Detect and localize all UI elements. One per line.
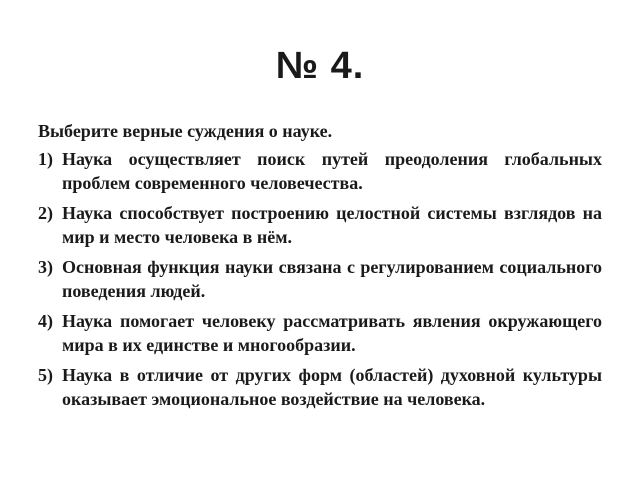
option-item-5	[38, 363, 602, 411]
option-text: Наука способствует построению целостной системы взглядов на мир и место человека в нём.	[62, 203, 602, 247]
option-item-4	[38, 309, 602, 357]
question-text: Выберите верные суждения о науке.	[38, 121, 333, 141]
option-number: 4)	[38, 311, 53, 331]
option-text: Наука помогает человеку рассматривать явления окружающего мира в их единстве и многообразии.	[62, 311, 602, 355]
option-item-1	[38, 147, 602, 195]
option-number: 3)	[38, 257, 53, 277]
slide-title: № 4.	[275, 45, 365, 87]
option-number: 5)	[38, 365, 53, 385]
option-text: Наука в отличие от других форм (областей) духовной культуры оказывает эмоциональное воздействие на человека.	[62, 365, 602, 409]
option-item-3	[38, 255, 602, 303]
option-number: 1)	[38, 149, 53, 169]
option-text: Основная функция науки связана с регулированием социального поведения людей.	[62, 257, 602, 301]
option-text: Наука осуществляет поиск путей преодоления глобальных проблем современного человечества.	[62, 149, 602, 193]
options-list	[38, 147, 602, 411]
option-number: 2)	[38, 203, 53, 223]
option-item-2	[38, 201, 602, 249]
question-block	[38, 119, 602, 417]
